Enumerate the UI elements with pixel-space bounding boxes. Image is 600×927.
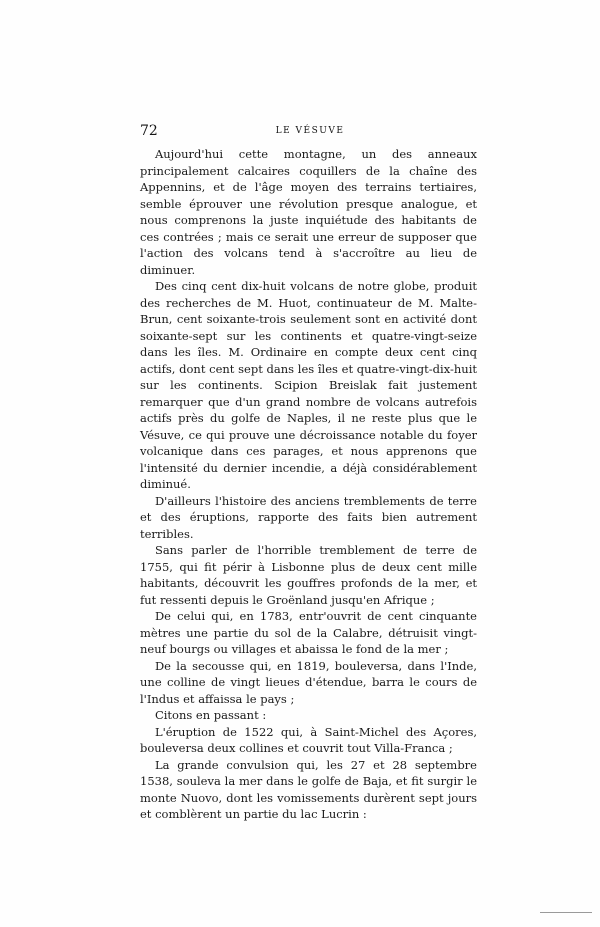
body-text xyxy=(140,146,477,823)
paragraph: Citons en passant : xyxy=(154,708,267,722)
paragraph: De celui qui, en 1783, entr'ouvrit de cent cinquante mètres une partie du sol de la Calabre, détruisit vingt-neuf bourgs ou villages et abaissa le fond de la mer ; xyxy=(140,609,477,656)
page-number: 72 xyxy=(140,123,158,139)
paragraph: L'éruption de 1522 qui, à Saint-Michel des Açores, bouleversa deux collines et couvrit tout Villa-Franca ; xyxy=(140,724,477,755)
paragraph: D'ailleurs l'histoire des anciens tremblements de terre et des éruptions, rapporte des faits bien autrement terribles. xyxy=(140,493,477,541)
running-head xyxy=(140,123,480,141)
paragraph: Aujourd'hui cette montagne, un des anneaux principalement calcaires coquillers de la chaîne des Appennins, et de l'âge moyen des terrains tertiaires, semble éprouver une révolution presque analogue, et nous comprenons la juste inquiétude des habitants de ces contrées ; mais ce serait une erreur de supposer que l'action des volcans tend à s'accroître au lieu de diminuer. xyxy=(140,147,477,277)
paragraph: Sans parler de l'horrible tremblement de terre de 1755, qui fit périr à Lisbonne plus de deux cent mille habitants, découvrit les gouffres profonds de la mer, et fut ressenti depuis le Groënland jusqu'en Afrique ; xyxy=(140,543,477,607)
paragraph: La grande convulsion qui, les 27 et 28 septembre 1538, souleva la mer dans le golfe de Baja, et fit surgir le monte Nuovo, dont les vomissements durèrent sept jours et comblèrent un partie du lac Lucrin : xyxy=(140,757,477,821)
scan-edge-mark xyxy=(540,912,592,913)
running-title: LE VÉSUVE xyxy=(275,126,345,136)
paragraph: Des cinq cent dix-huit volcans de notre globe, produit des recherches de M. Huot, continuateur de M. Malte-Brun, cent soixante-trois seulement sont en activité dont soixante-sept sur les continents et quatre-vingt-seize dans les îles. M. Ordinaire en compte deux cent cinq actifs, dont cent sept dans les îles et quatre-vingt-dix-huit sur les continents. Scipion Breislak fait justement remarquer que d'un grand nombre de volcans autrefois actifs près du golfe de Naples, il ne reste plus que le Vésuve, ce qui prouve une décroissance notable du foyer volcanique dans ces parages, et nous apprenons que l'intensité du dernier incendie, a déjà considérablement diminué. xyxy=(140,279,477,491)
paragraph: De la secousse qui, en 1819, bouleversa, dans l'Inde, une colline de vingt lieues d'étendue, barra le cours de l'Indus et affaissa le pays ; xyxy=(140,658,477,706)
